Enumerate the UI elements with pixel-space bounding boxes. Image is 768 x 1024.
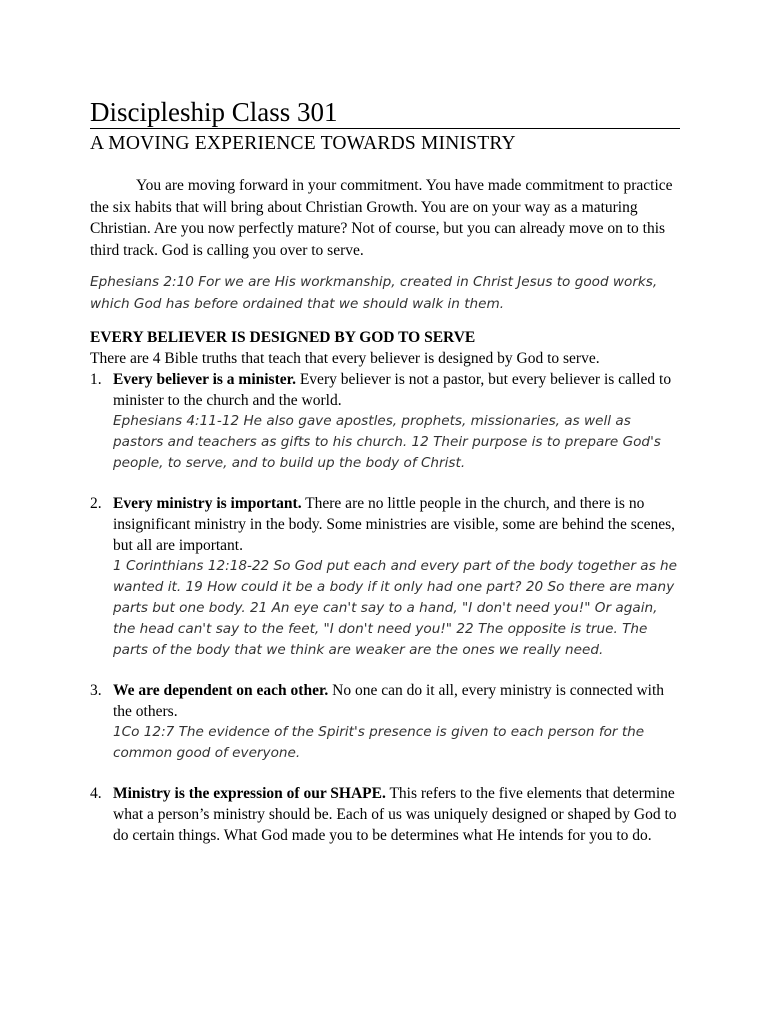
intro-paragraph: You are moving forward in your commitment. You have made commitment to practice the six habits that will bring about Christian Growth. You are on your way as a maturing Christian. Are you now perfectly mature? Not of course, but you can already move on to this third track. God is calling you over to serve. xyxy=(90,177,673,259)
item-lead: We are dependent on each other. xyxy=(113,682,329,699)
section-intro: There are 4 Bible truths that teach that every believer is designed by God to serve. xyxy=(90,350,600,367)
item-text: Every believer is not a pastor, but every believer is called to minister to the church and the world. xyxy=(113,371,672,409)
list-item xyxy=(90,783,680,846)
item-number: 3. xyxy=(90,682,102,699)
item-number: 4. xyxy=(90,785,102,802)
page-subtitle: A MOVING EXPERIENCE TOWARDS MINISTRY xyxy=(90,133,516,154)
item-verse: Ephesians 4:11-12 He also gave apostles, prophets, missionaries, as well as pastors and teachers as gifts to his church. 12 Their purpose is to prepare God's people, to serve, and to build up the body of Christ. xyxy=(113,413,661,471)
item-text: This refers to the five elements that determine what a person’s ministry should be. Each of us was uniquely designed or shaped by God to do certain things. What God made you to be determines what He intends for you to do. xyxy=(113,785,677,844)
item-number: 1. xyxy=(90,371,102,388)
item-verse: 1Co 12:7 The evidence of the Spirit's presence is given to each person for the common good of everyone. xyxy=(113,724,645,761)
item-text: No one can do it all, every ministry is connected with the others. xyxy=(113,682,665,720)
document-page xyxy=(90,96,680,846)
section-heading: EVERY BELIEVER IS DESIGNED BY GOD TO SERVE xyxy=(90,329,476,346)
list-item xyxy=(90,493,680,661)
item-lead: Ministry is the expression of our SHAPE. xyxy=(113,785,386,802)
item-verse: 1 Corinthians 12:18-22 So God put each and every part of the body together as he wanted it. 19 How could it be a body if it only had one part? 20 So there are many parts but one body. 21 An eye can't say to a hand, "I don't need you!" Or again, the head can't say to the feet, "I don't need you!" 22 The opposite is true. The parts of the body that we think are weaker are the ones we really need. xyxy=(113,558,677,658)
item-text: There are no little people in the church, and there is no insignificant ministry in the body. Some ministries are visible, some are behind the scenes, but all are important. xyxy=(113,495,676,554)
truths-list xyxy=(90,369,680,846)
list-item xyxy=(90,680,680,764)
page-title: Discipleship Class 301 xyxy=(90,96,680,129)
list-item xyxy=(90,369,680,474)
item-lead: Every believer is a minister. xyxy=(113,371,296,388)
item-number: 2. xyxy=(90,495,102,512)
item-lead: Every ministry is important. xyxy=(113,495,302,512)
intro-verse: Ephesians 2:10 For we are His workmanship, created in Christ Jesus to good works, which God has before ordained that we should walk in them. xyxy=(90,274,658,312)
